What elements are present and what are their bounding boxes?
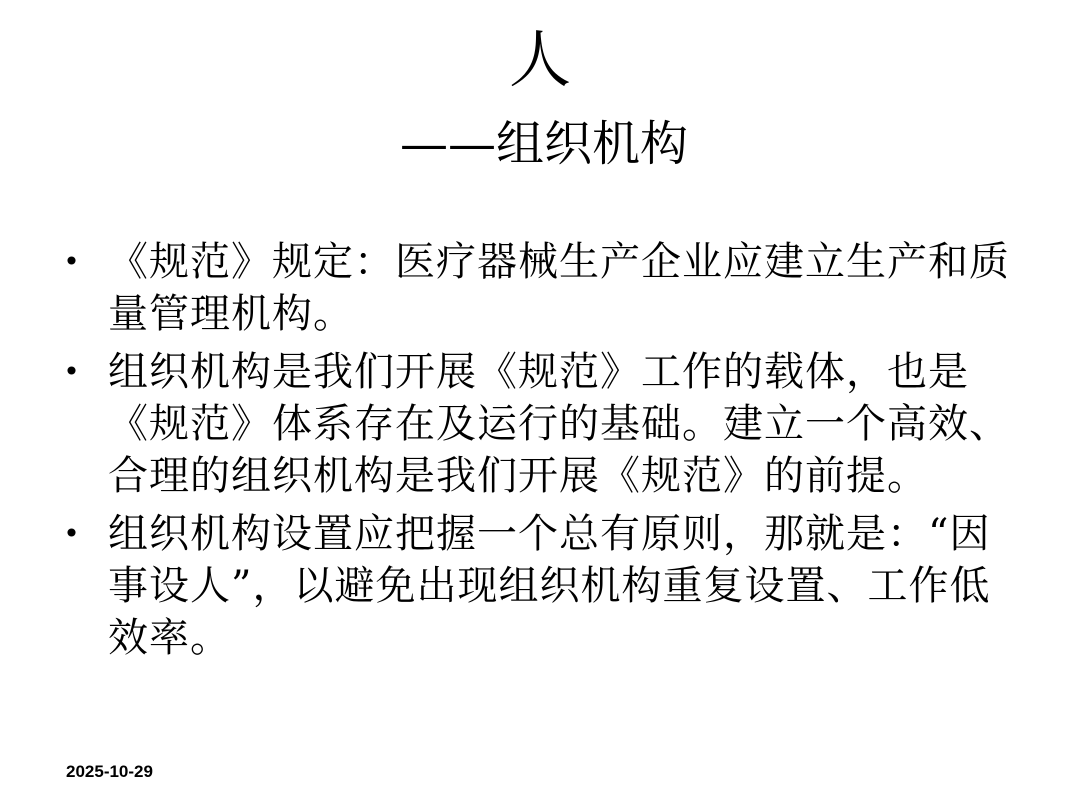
bullet-item [62, 346, 1022, 502]
bullet-text: 《规范》规定：医疗器械生产企业应建立生产和质量管理机构。 [108, 239, 1010, 337]
slide-title: 人 [508, 23, 571, 96]
slide-date: 2025-10-29 [66, 762, 153, 781]
bullet-list [62, 236, 1022, 670]
slide-subtitle: ——组织机构 [399, 116, 688, 172]
bullet-item [62, 236, 1022, 340]
bullet-text: 组织机构设置应把握一个总有原则，那就是：“因事设人”，以避免出现组织机构重复设置、工作低效率。 [108, 511, 991, 661]
bullet-marker: • [63, 355, 81, 388]
bullet-marker: • [63, 245, 81, 278]
bullet-text: 组织机构是我们开展《规范》工作的载体，也是《规范》体系存在及运行的基础。建立一个高效、合理的组织机构是我们开展《规范》的前提。 [108, 349, 1010, 499]
bullet-marker: • [63, 517, 81, 550]
bullet-item [62, 508, 1022, 664]
